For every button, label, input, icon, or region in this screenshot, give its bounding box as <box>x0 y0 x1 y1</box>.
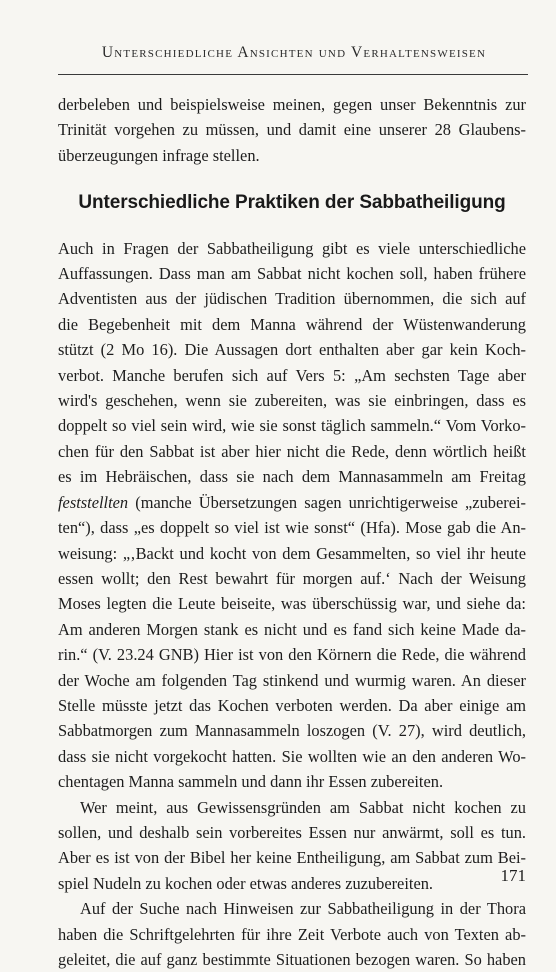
text-line: verbot. Manche berufen sich auf Vers 5: „Am sechsten Tage aber <box>58 365 526 385</box>
text-line: Auffassungen. Dass man am Sabbat nicht kochen soll, haben frühere <box>58 264 526 284</box>
text-line: spiel Nudeln zu kochen oder etwas anderes zuzubereiten. <box>58 873 434 893</box>
text-line: derbeleben und beispielsweise meinen, gegen unser Bekenntnis zur <box>58 95 526 114</box>
text-line: Am anderen Morgen stank es nicht und es fand sich keine Made da- <box>58 619 526 639</box>
text-line: ten“), dass „es doppelt so viel ist wie sonst“ (Hfa). Mose gab die An- <box>58 518 526 538</box>
text-line: chentagen Manna sammeln und dann ihr Essen zubereiten. <box>58 772 444 792</box>
text-line: dass sie nicht vorgekocht hatten. Sie wollten wie an den anderen Wo- <box>58 746 526 766</box>
text-line-with-emphasis <box>58 490 526 515</box>
emphasized-word: feststellten <box>58 492 129 512</box>
page-body <box>58 92 526 972</box>
intro-paragraph <box>58 92 526 168</box>
text-line: Moses legten die Leute beiseite, was überschüssig war, und siehe da: <box>58 594 526 614</box>
text-line: Auf der Suche nach Hinweisen zur Sabbatheiligung in der Thora <box>80 899 526 919</box>
text-line: wird's geschehen, wenn sie zubereiten, was sie einbringen, dass es <box>58 391 526 411</box>
running-head: Unterschiedliche Ansichten und Verhaltensweisen <box>101 44 487 61</box>
text-line: sollen, und deshalb sein vorbereites Essen nur anwärmt, soll es tun. <box>58 822 526 842</box>
text-fragment: (manche Übersetzungen sagen unrichtigerweise „zuberei- <box>128 492 526 512</box>
text-line: chen für den Sabbat ist aber hier nicht die Rede, denn wörtlich heißt <box>58 441 526 461</box>
text-line: Auch in Fragen der Sabbatheiligung gibt es viele unterschiedliche <box>58 238 526 258</box>
text-line: die Begebenheit mit dem Manna während der Wüstenwanderung <box>58 314 526 334</box>
text-line: Sabbatmorgen zum Mannasammeln loszogen (V. 27), wird deutlich, <box>58 721 526 741</box>
text-line: doppelt so viel sein wird, wie sie sonst täglich sammeln.“ Vom Vorko- <box>58 416 526 436</box>
text-line: rin.“ (V. 23.24 GNB) Hier ist von den Körnern die Rede, die während <box>58 645 526 665</box>
header-rule <box>58 74 528 75</box>
text-line: überzeugungen infrage stellen. <box>58 145 260 165</box>
text-line: Aber es ist von der Bibel her keine Entheiligung, am Sabbat zum Bei- <box>58 848 526 868</box>
text-line: Adventisten aus der jüdischen Tradition übernommen, die sich auf <box>58 289 526 309</box>
text-line: der Woche am folgenden Tag stinkend und wurmig waren. An dieser <box>58 670 526 690</box>
text-line: geleitet, die auf ganz bestimmte Situationen bezogen waren. So haben <box>58 950 526 969</box>
paragraph-thora <box>58 896 526 972</box>
paragraph-cooking <box>58 795 526 897</box>
text-line: es im Hebräischen, dass sie nach dem Mannasammeln am Freitag <box>58 467 526 487</box>
text-line: weisung: „‚Backt und kocht von dem Gesammelten, so viel ihr heute <box>58 543 526 563</box>
text-line: haben die Schriftgelehrten für ihre Zeit Verbote auch von Texten ab- <box>58 924 526 944</box>
text-line: stützt (2 Mo 16). Die Aussagen dort enthalten aber gar kein Koch- <box>58 340 526 360</box>
text-line: Stelle müsste jetzt das Kochen verboten werden. Da aber einige am <box>58 695 526 715</box>
text-line: essen wollt; den Rest bewahrt für morgen auf.‘ Nach der Weisung <box>58 568 526 588</box>
page-number: 171 <box>500 866 526 885</box>
text-line: Trinität vorgehen zu müssen, und damit eine unserer 28 Glaubens- <box>58 120 526 140</box>
text-line: Wer meint, aus Gewissensgründen am Sabbat nicht kochen zu <box>80 797 526 817</box>
paragraph-manna <box>58 236 526 795</box>
section-heading: Unterschiedliche Praktiken der Sabbatheiligung <box>78 192 506 214</box>
